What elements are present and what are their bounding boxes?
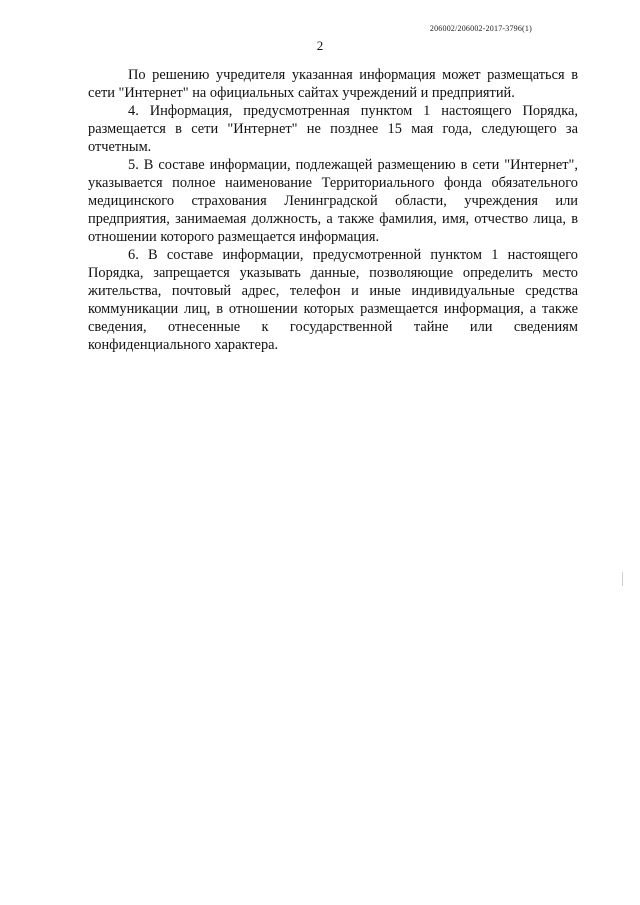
- document-registration-number: 206002/206002-2017-3796(1): [429, 24, 532, 33]
- document-body: [88, 66, 578, 354]
- scan-artifact-mark: [622, 572, 623, 586]
- page-number: 2: [316, 38, 324, 53]
- paragraph-item-5: 5. В составе информации, подлежащей размещению в сети "Интернет", указывается полное наименование Территориального фонда обязательного медицинского страхования Ленинградской области, учреждения или предприятия, занимаемая должность, а также фамилия, имя, отчество лица, в отношении которого размещается информация.: [88, 157, 578, 245]
- paragraph-item-6: 6. В составе информации, предусмотренной пунктом 1 настоящего Порядка, запрещается указывать данные, позволяющие определить место жительства, почтовый адрес, телефон и иные индивидуальные средства коммуникации лиц, в отношении которых размещается информация, а также сведения, отнесенные к государственной тайне или сведениям конфиденциального характера.: [88, 247, 578, 353]
- paragraph-item-4: 4. Информация, предусмотренная пунктом 1 настоящего Порядка, размещается в сети "Интернет" не позднее 15 мая года, следующего за отчетным.: [88, 103, 578, 155]
- paragraph-publication-permission: По решению учредителя указанная информация может размещаться в сети "Интернет" на официальных сайтах учреждений и предприятий.: [88, 67, 578, 101]
